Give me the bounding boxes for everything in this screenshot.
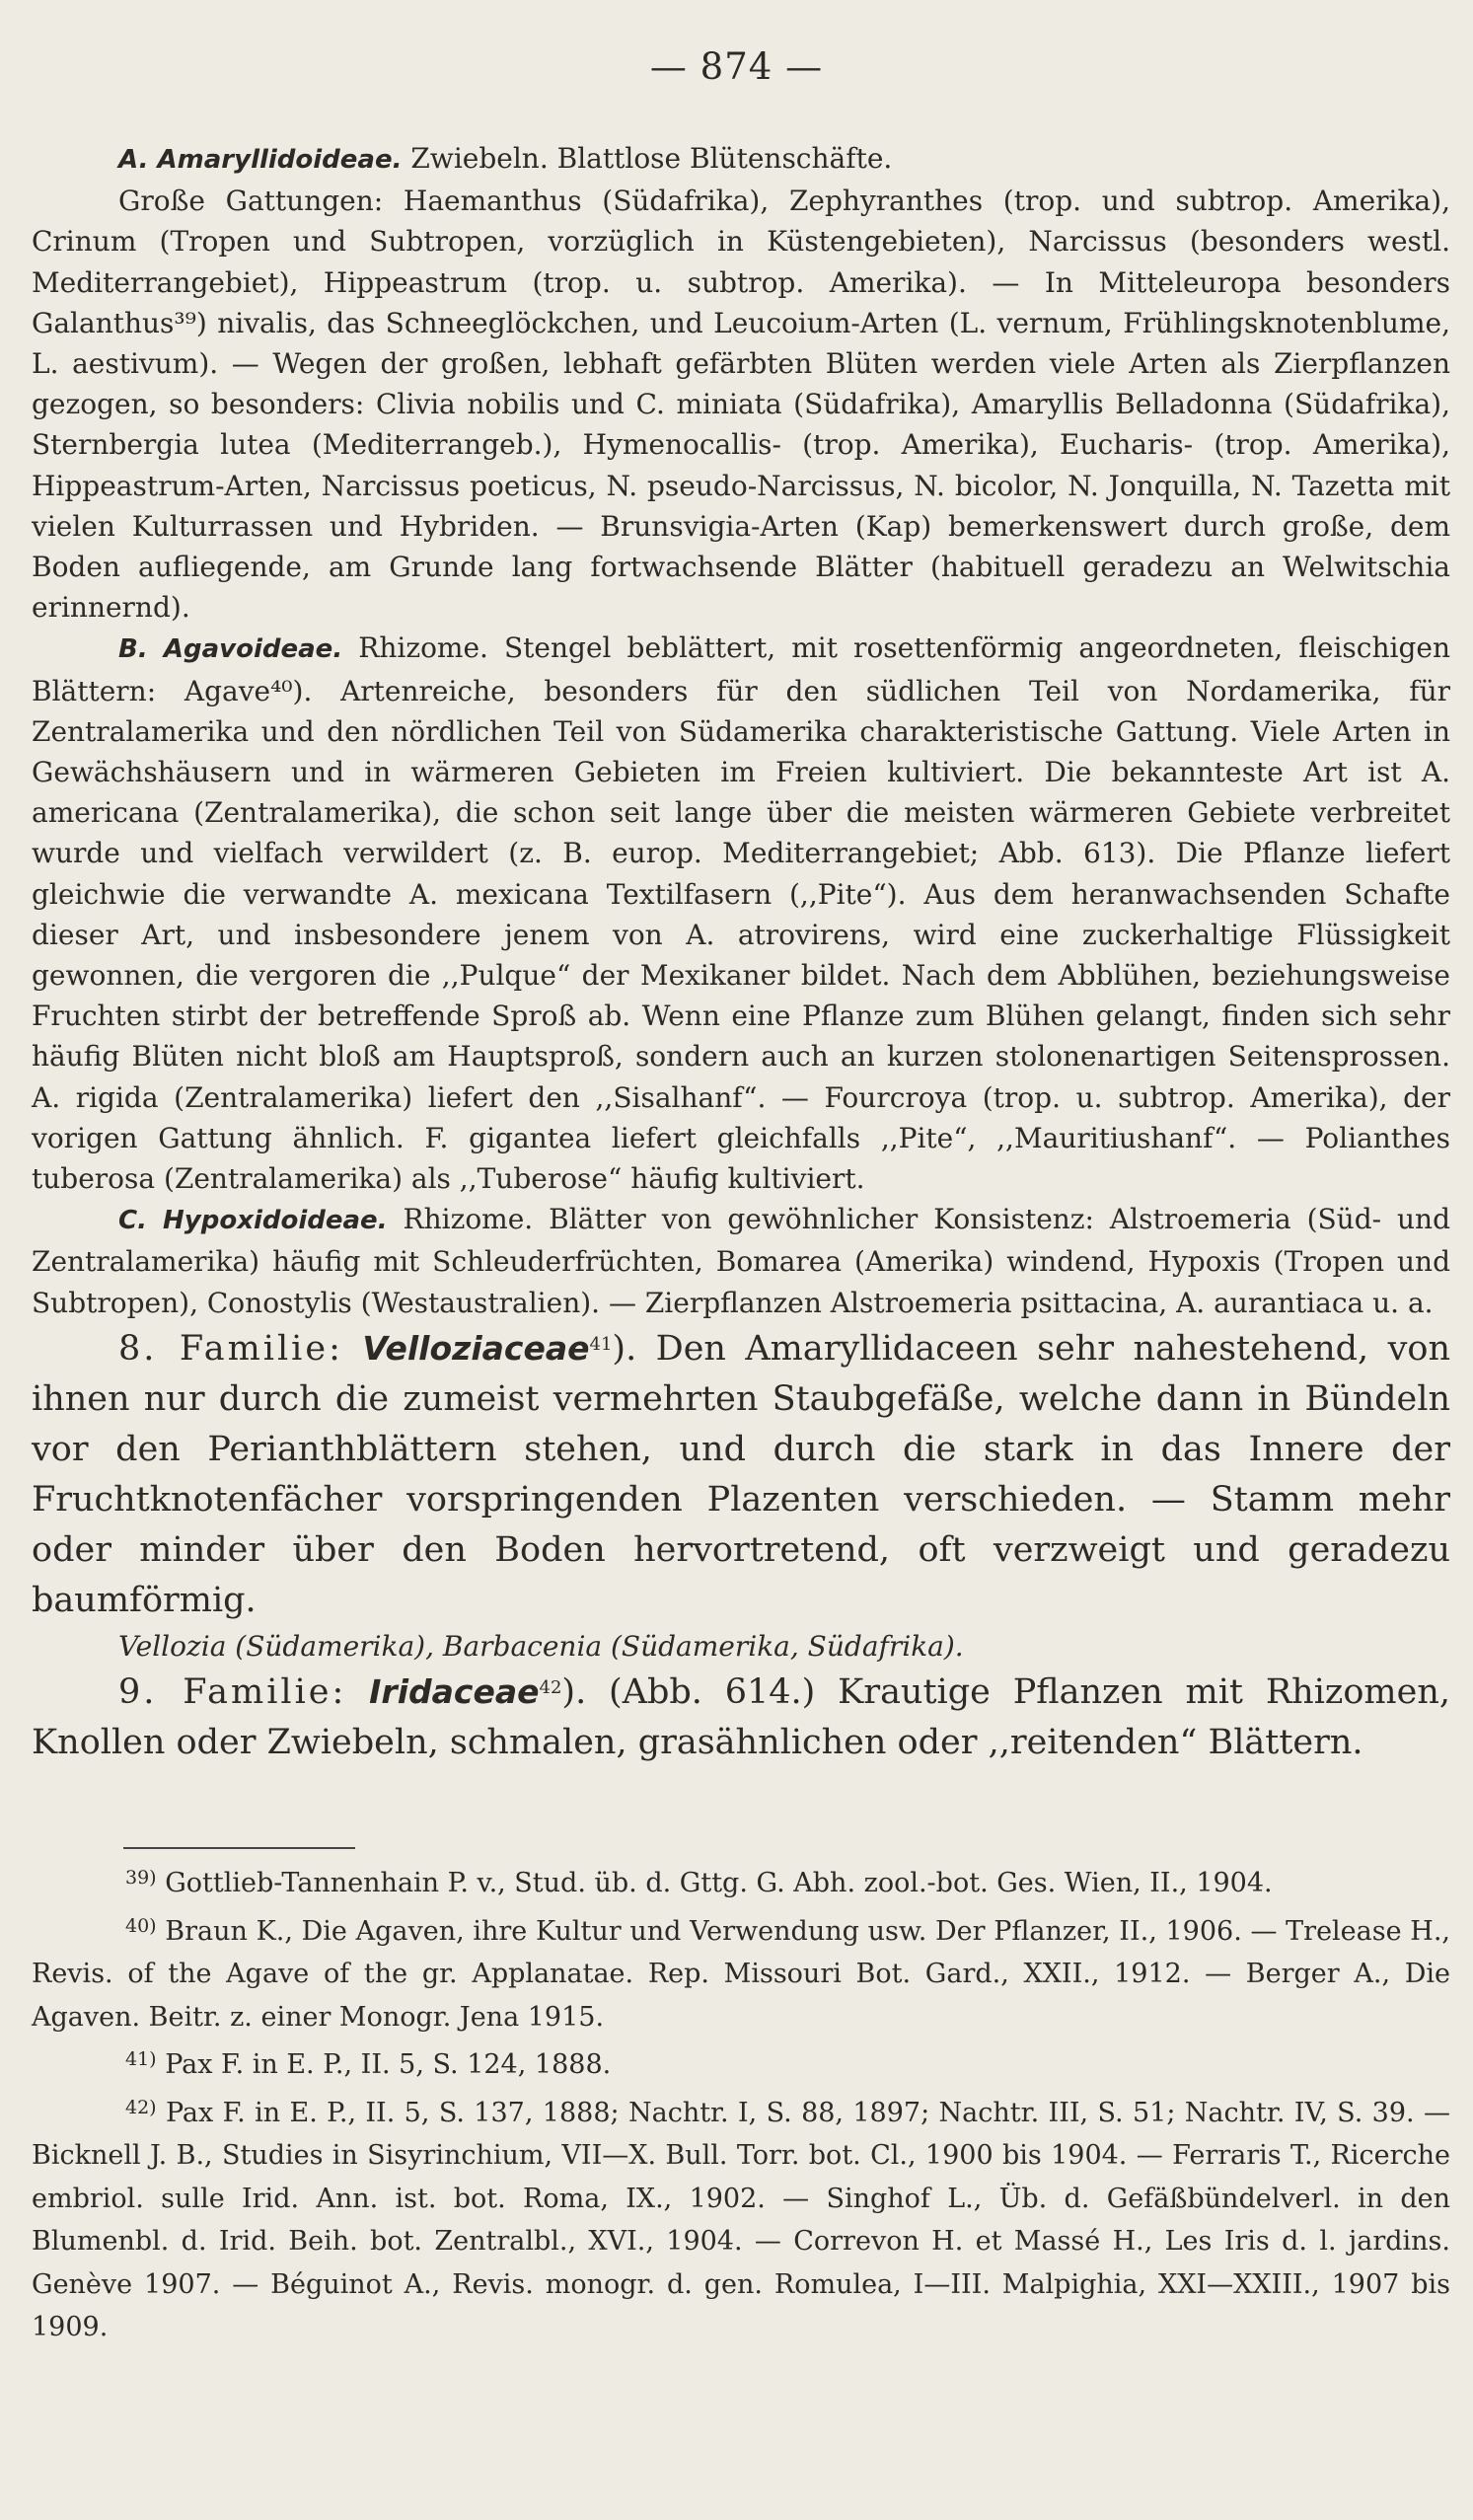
footnote-39-text: Gottlieb-Tannenhain P. v., Stud. üb. d. Gttg. G. Abh. zool.-bot. Ges. Wien, II., 1904. [165, 1868, 1273, 1898]
family-9-text: ). (Abb. 614.) Krautige Pflanzen mit Rhizomen, Knollen oder Zwiebeln, schmalen, grasähnlichen oder ,,reitenden“ Blättern. [32, 1672, 1450, 1763]
family-8-footnote-ref: 41 [589, 1333, 613, 1355]
footnote-41-number: 41) [125, 2048, 157, 2070]
footnote-39 [32, 1857, 1450, 1905]
family-8-name: Velloziaceae [362, 1328, 590, 1368]
footnote-39-number: 39) [125, 1867, 157, 1889]
footnote-42-number: 42) [125, 2096, 157, 2118]
section-a-label: A. Amaryllidoideae. [118, 145, 403, 175]
footnote-41 [32, 2038, 1450, 2087]
family-8-prefix: 8. Familie: [118, 1328, 343, 1369]
family-9-prefix: 9. Familie: [118, 1672, 347, 1713]
family-8 [32, 1323, 1450, 1626]
section-b-text: Rhizome. Stengel beblättert, mit rosettenförmig angeordneten, fleischigen Blättern: Agave⁴⁰). Artenreiche, besonders für den südlichen Teil von Nordamerika, für Zentralamerika und den nördlichen Teil von Südamerika charakteristische Gattung. Viele Arten in Gewächshäusern und in wärmeren Gebieten im Freien kultiviert. Die bekannteste Art ist A. americana (Zentralamerika), die schon seit lange über die meisten wärmeren Gebiete verbreitet wurde und vielfach verwildert (z. B. europ. Mediterrangebiet; Abb. 613). Die Pflanze liefert gleichwie die verwandte A. mexicana Textilfasern (,,Pite“). Aus dem heranwachsenden Schafte dieser Art, und insbesondere jenem von A. atrovirens, wird eine zuckerhaltige Flüssigkeit gewonnen, die vergoren die ,,Pulque“ der Mexikaner bildet. Nach dem Abblühen, beziehungsweise Fruchten stirbt der betreffende Sproß ab. Wenn eine Pflanze zum Blühen gelangt, finden sich sehr häufig Blüten nicht bloß am Hauptsproß, sondern auch an kurzen stolonenartigen Seitensprossen. A. rigida (Zentralamerika) liefert den ,,Sisalhanf“. — Fourcroya (trop. u. subtrop. Amerika), der vorigen Gattung ähnlich. F. gigantea liefert gleichfalls ,,Pite“, ,,Mauritiushanf“. — Polianthes tuberosa (Zentralamerika) als ,,Tuberose“ häufig kultiviert. [32, 631, 1450, 1196]
section-a-intro: Zwiebeln. Blattlose Blütenschäfte. [410, 142, 893, 175]
section-a [32, 138, 1450, 181]
section-c [32, 1199, 1450, 1323]
section-b [32, 628, 1450, 1199]
section-b-label: B. Agavoideae. [118, 634, 343, 665]
family-8-text: ). Den Amaryllidaceen sehr nahestehend, von ihnen nur durch die zumeist vermehrten Staubgefäße, welche dann in Bündeln vor den Perianthblättern stehen, und durch die stark in das Innere der Fruchtknotenfächer vorspringenden Plazenten verschieden. — Stamm mehr oder minder über den Boden hervortretend, oft verzweigt und geradezu baumförmig. [32, 1328, 1450, 1620]
page-number: — 874 — [649, 45, 824, 88]
family-9-footnote-ref: 42 [539, 1677, 562, 1699]
main-text [32, 138, 1450, 1768]
section-a-text: Große Gattungen: Haemanthus (Südafrika), Zephyranthes (trop. und subtrop. Amerika), Crinum (Tropen und Subtropen, vorzüglich in Küstengebieten), Narcissus (besonders westl. Mediterrangebiet), Hippeastrum (trop. u. subtrop. Amerika). — In Mitteleuropa besonders Galanthus³⁹) nivalis, das Schneeglöckchen, und Leucoium-Arten (L. vernum, Frühlingsknotenblume, L. aestivum). — Wegen der großen, lebhaft gefärbten Blüten werden viele Arten als Zierpflanzen gezogen, so besonders: Clivia nobilis und C. miniata (Südafrika), Amaryllis Belladonna (Südafrika), Sternbergia lutea (Mediterrangeb.), Hymenocallis- (trop. Amerika), Eucharis- (trop. Amerika), Hippeastrum-Arten, Narcissus poeticus, N. pseudo-Narcissus, N. bicolor, N. Jonquilla, N. Tazetta mit vielen Kulturrassen und Hybriden. — Brunsvigia-Arten (Kap) bemerkenswert durch große, dem Boden aufliegende, am Grunde lang fortwachsende Blätter (habituell geradezu an Welwitschia erinnernd). [32, 185, 1450, 625]
footnote-40-number: 40) [125, 1914, 157, 1937]
footnote-41-text: Pax F. in E. P., II. 5, S. 124, 1888. [165, 2049, 612, 2080]
footnote-40-text: Braun K., Die Agaven, ihre Kultur und Verwendung usw. Der Pflanzer, II., 1906. — Trelease H., Revis. of the Agave of the gr. Applanatae. Rep. Missouri Bot. Gard., XXII., 1912. — Berger A., Die Agaven. Beitr. z. einer Monogr. Jena 1915. [32, 1915, 1450, 2033]
footnote-divider [123, 1847, 355, 1849]
section-c-text: Rhizome. Blätter von gewöhnlicher Konsistenz: Alstroemeria (Süd- und Zentralamerika) häufig mit Schleuderfrüchten, Bomarea (Amerika) windend, Hypoxis (Tropen und Subtropen), Conostylis (Westaustralien). — Zierpflanzen Alstroemeria psittacina, A. aurantiaca u. a. [32, 1203, 1451, 1319]
footnote-42-text: Pax F. in E. P., II. 5, S. 137, 1888; Nachtr. I, S. 88, 1897; Nachtr. III, S. 51; Nachtr. IV, S. 39. — Bicknell J. B., Studies in Sisyrinchium, VII—X. Bull. Torr. bot. Cl., 1900 bis 1904. — Ferraris T., Ricerche embriol. sulle Irid. Ann. ist. bot. Roma, IX., 1902. — Singhof L., Üb. d. Gefäßbündelverl. in den Blumenbl. d. Irid. Beih. bot. Zentralbl., XVI., 1904. — Correvon H. et Massé H., Les Iris d. l. jardins. Genève 1907. — Béguinot A., Revis. monogr. d. gen. Romulea, I—III. Malpighia, XXI—XXIII., 1907 bis 1909. [32, 2097, 1450, 2342]
footnote-40 [32, 1905, 1450, 2039]
footnotes [32, 1857, 1450, 2349]
family-9 [32, 1667, 1450, 1768]
section-c-label: C. Hypoxidoideae. [118, 1206, 388, 1236]
family-8-genera: Vellozia (Südamerika), Barbacenia (Südamerika, Südafrika). [118, 1629, 964, 1663]
footnote-42 [32, 2087, 1450, 2349]
family-9-name: Iridaceae [369, 1672, 540, 1712]
